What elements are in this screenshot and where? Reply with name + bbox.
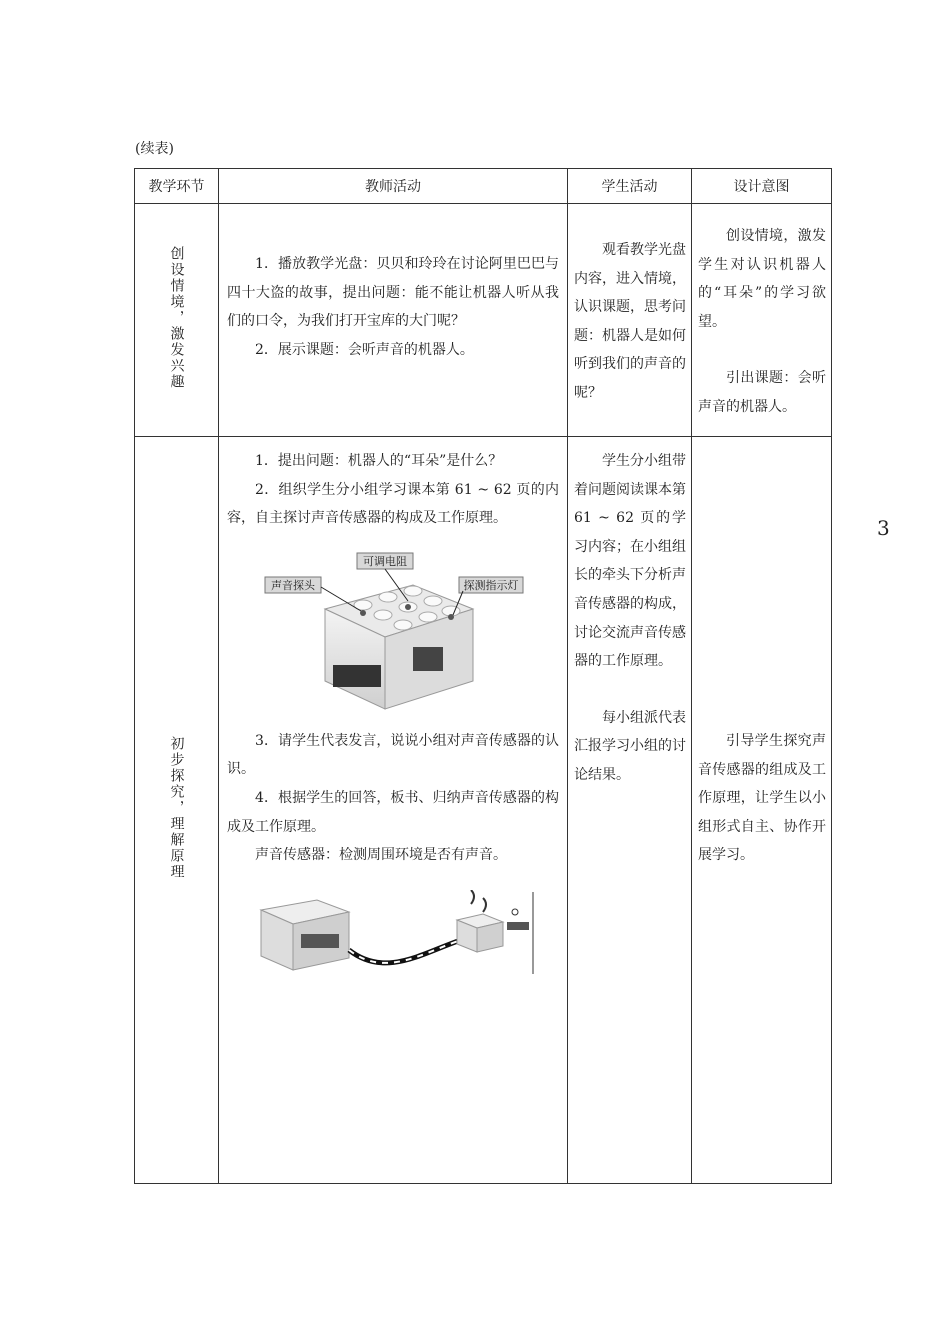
design-intent: 引出课题：会听声音的机器人。	[698, 370, 826, 415]
design-intent: 引导学生探究声音传感器的组成及工作原理，让学生以小组形式自主、协作开展学习。	[698, 733, 826, 864]
table-row	[135, 204, 832, 437]
stage-cell	[135, 437, 219, 1184]
design-intent: 创设情境，激发学生对认识机器人的“耳朵”的学习欲望。	[698, 228, 826, 330]
teacher-activity: 3．请学生代表发言，说说小组对声音传感器的认识。	[227, 732, 559, 778]
label-indicator: 探测指示灯	[463, 578, 519, 592]
sensor-connection-figure	[257, 890, 537, 980]
header-intent: 设计意图	[692, 169, 832, 204]
student-cell	[568, 204, 692, 437]
intent-cell	[692, 204, 832, 437]
page-number: 3	[877, 516, 890, 540]
header-stage: 教学环节	[135, 169, 219, 204]
table-row	[135, 437, 832, 1184]
teacher-cell	[219, 204, 568, 437]
stage-label: 创设情境，激发兴趣	[168, 246, 185, 390]
teacher-cell	[219, 437, 568, 1184]
teacher-activity: 2．展示课题：会听声音的机器人。	[255, 341, 474, 358]
continued-label: (续表)	[135, 141, 174, 157]
header-teacher: 教师活动	[219, 169, 568, 204]
student-activity: 观看教学光盘内容，进入情境，认识课题，思考问题：机器人是如何听到我们的声音的呢？	[574, 242, 686, 401]
label-probe: 声音探头	[271, 578, 315, 592]
sound-sensor-figure	[263, 547, 525, 715]
student-cell	[568, 437, 692, 1184]
student-activity: 每小组派代表汇报学习小组的讨论结果。	[574, 709, 686, 783]
header-student: 学生活动	[568, 169, 692, 204]
stage-label: 初步探究，理解原理	[168, 736, 185, 880]
student-activity: 学生分小组带着问题阅读课本第 61 ~ 62 页的学习内容；在小组组长的牵头下分析声音传感器的构成，讨论交流声音传感器的工作原理。	[574, 453, 686, 670]
stage-cell	[135, 204, 219, 437]
teacher-activity: 声音传感器：检测周围环境是否有声音。	[255, 847, 507, 864]
teacher-activity: 1．播放教学光盘：贝贝和玲玲在讨论阿里巴巴与四十大盗的故事，提出问题：能不能让机器人听从我们的口令，为我们打开宝库的大门呢？	[227, 256, 559, 330]
teacher-activity: 4．根据学生的回答，板书、归纳声音传感器的构成及工作原理。	[227, 789, 559, 835]
lesson-plan-table	[134, 168, 832, 1184]
teacher-activity: 1．提出问题：机器人的“耳朵”是什么？	[255, 453, 503, 469]
intent-cell	[692, 437, 832, 1184]
table-header-row	[135, 169, 832, 204]
label-resistor: 可调电阻	[363, 554, 407, 568]
teacher-activity: 2．组织学生分小组学习课本第 61 ~ 62 页的内容，自主探讨声音传感器的构成及工作原理。	[227, 481, 559, 527]
